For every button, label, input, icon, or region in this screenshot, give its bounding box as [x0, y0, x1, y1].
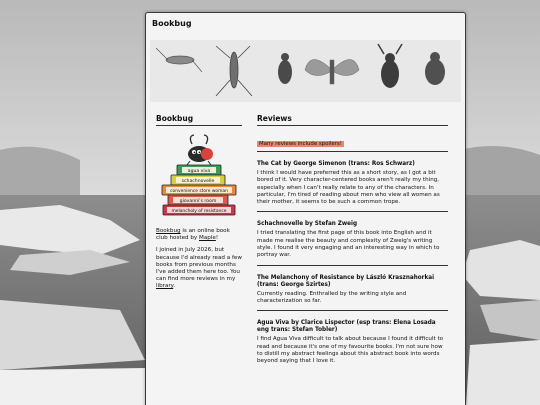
- sidebar-intro: [156, 228, 242, 291]
- maple-link[interactable]: Maple: [199, 235, 216, 242]
- book-convenience-store-woman: [162, 185, 236, 195]
- review-body: I find Agua Viva difficult to talk about because I found it difficult to read and because it's one of my favourite books. I'm not sure how to distill my abstract feelings about this abstract book into words beyond saying that I love it.: [257, 336, 444, 365]
- review-title: The Melanchony of Resistance by László Krasznahorkai (trans: George Szirtes): [257, 274, 435, 288]
- joined-text: I joined in July 2026, but because I'd already read a few books from previous months I've added them here too. You can find more reviews in my: [156, 247, 242, 283]
- review-body: I tried translating the first page of this book into English and it made me realise the beauty and complexity of Zweig's writing style. I found it very engaging and an interesting way in which to portray war.: [257, 230, 440, 259]
- intro-text: is an online book club hosted by: [156, 228, 230, 242]
- review-item: [257, 211, 448, 264]
- book-schachnovelle: [171, 175, 225, 185]
- bookbug-link[interactable]: Bookbug: [156, 228, 181, 234]
- page-window: [145, 12, 466, 405]
- site-title: Bookbug: [152, 19, 192, 28]
- review-body: I think I would have preferred this as a short story, as I got a bit bored of it. Very character-centered books aren't really my thing, especially when I can't really relate to any of the characters. In particular, I'm tired of reading about men who view all women as their mother, it seems to be such a common trope.: [257, 170, 440, 206]
- review-item: [257, 310, 448, 370]
- book-melancholy-of-resistance: [163, 205, 235, 215]
- book-agua-viva: [177, 165, 221, 175]
- review-title: Agua Viva by Clarice Lispector (esp trans: Elena Losada eng trans: Stefan Tobler): [257, 320, 436, 334]
- spoiler-warning: Many reviews include spoilers!: [259, 141, 342, 147]
- review-title: Schachnovelle by Stefan Zweig: [257, 221, 358, 228]
- bookbug-logo: [160, 134, 240, 226]
- reviews-heading: Reviews: [257, 114, 448, 126]
- intro-paragraph: [156, 228, 242, 242]
- intro-suffix: !: [215, 235, 219, 242]
- site-header: [146, 13, 465, 38]
- sidebar: [156, 114, 242, 296]
- review-title: The Cat by George Simenon (trans: Ros Schwarz): [257, 161, 415, 167]
- book-label: convenience store woman: [170, 189, 228, 194]
- book-label: agua viva: [187, 169, 211, 174]
- review-item: [257, 151, 448, 211]
- joined-suffix: .: [173, 283, 175, 290]
- bug-icon: [187, 135, 213, 165]
- library-link[interactable]: library: [156, 283, 174, 290]
- book-label: schachnovelle: [181, 179, 215, 184]
- sidebar-heading: Bookbug: [156, 114, 242, 126]
- review-item: [257, 265, 448, 311]
- reviews-section: [257, 114, 448, 370]
- book-label: melancholy of resistance: [171, 209, 227, 214]
- book-label: giovanni's room: [179, 199, 217, 204]
- joined-paragraph: [156, 247, 242, 290]
- review-body: Currently reading. Enthralled by the writing style and characterization so far.: [257, 290, 407, 304]
- insect-specimen-banner: [150, 40, 461, 102]
- book-giovannis-room: [168, 195, 228, 205]
